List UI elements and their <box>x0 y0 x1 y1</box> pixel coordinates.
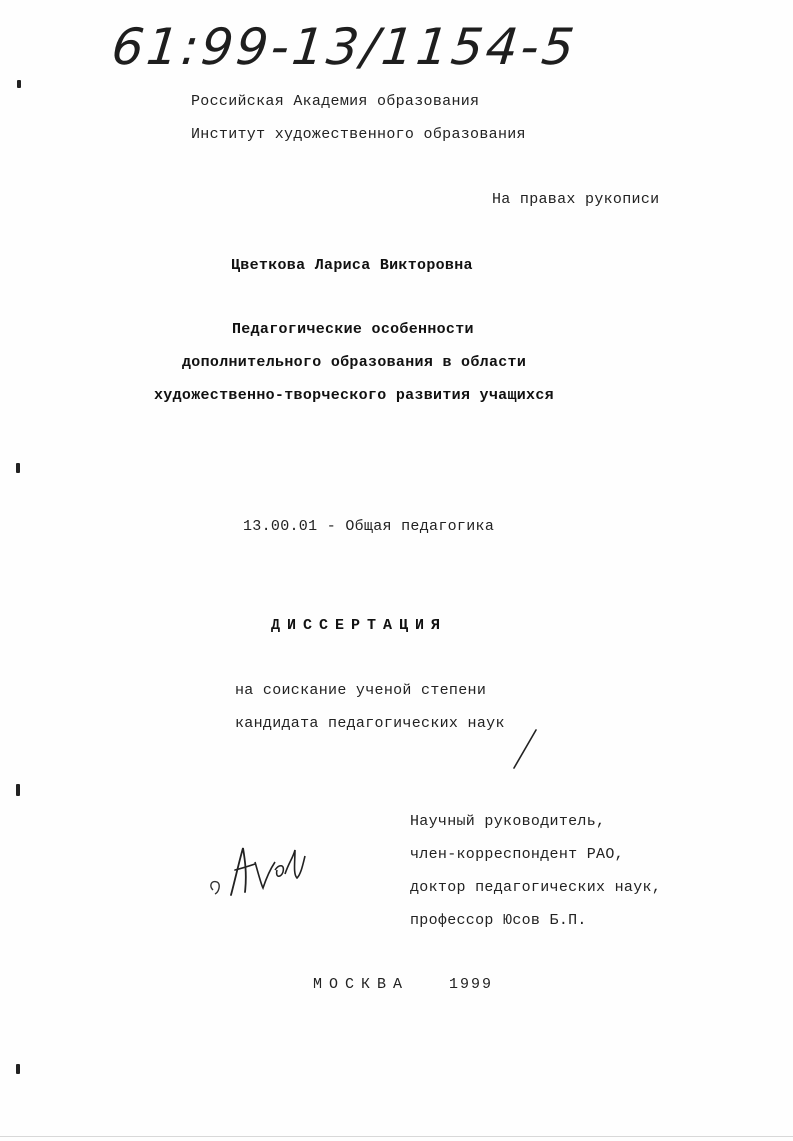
manuscript-rights: На правах рукописи <box>492 191 660 208</box>
institution-academy: Российская Академия образования <box>191 93 480 110</box>
document-type: ДИССЕРТАЦИЯ <box>271 617 448 634</box>
supervisor-line-4: профессор Юсов Б.П. <box>410 912 587 929</box>
binding-mark <box>16 463 20 473</box>
specialty-code: 13.00.01 - Общая педагогика <box>243 518 495 535</box>
handwritten-catalog-number: 61:99-13/1154-5 <box>108 18 580 76</box>
author-name: Цветкова Лариса Викторовна <box>231 257 473 274</box>
city: МОСКВА <box>313 976 410 993</box>
binding-mark <box>16 1064 20 1074</box>
dissertation-title-line-2: дополнительного образования в области <box>182 354 527 371</box>
supervisor-line-3: доктор педагогических наук, <box>410 879 662 896</box>
degree-line-2: кандидата педагогических наук <box>235 715 505 732</box>
year: 1999 <box>449 976 494 993</box>
institution-institute: Институт художественного образования <box>191 126 526 143</box>
signature-image <box>205 840 310 902</box>
binding-mark <box>16 784 20 796</box>
degree-line-1: на соискание ученой степени <box>235 682 487 699</box>
dissertation-title-line-3: художественно-творческого развития учащихся <box>154 387 554 404</box>
binding-mark <box>17 80 21 88</box>
scan-edge <box>0 1136 793 1137</box>
supervisor-line-1: Научный руководитель, <box>410 813 606 830</box>
supervisor-line-2: член-корреспондент РАО, <box>410 846 624 863</box>
dissertation-title-line-1: Педагогические особенности <box>232 321 474 338</box>
pen-stroke-mark <box>508 728 542 772</box>
